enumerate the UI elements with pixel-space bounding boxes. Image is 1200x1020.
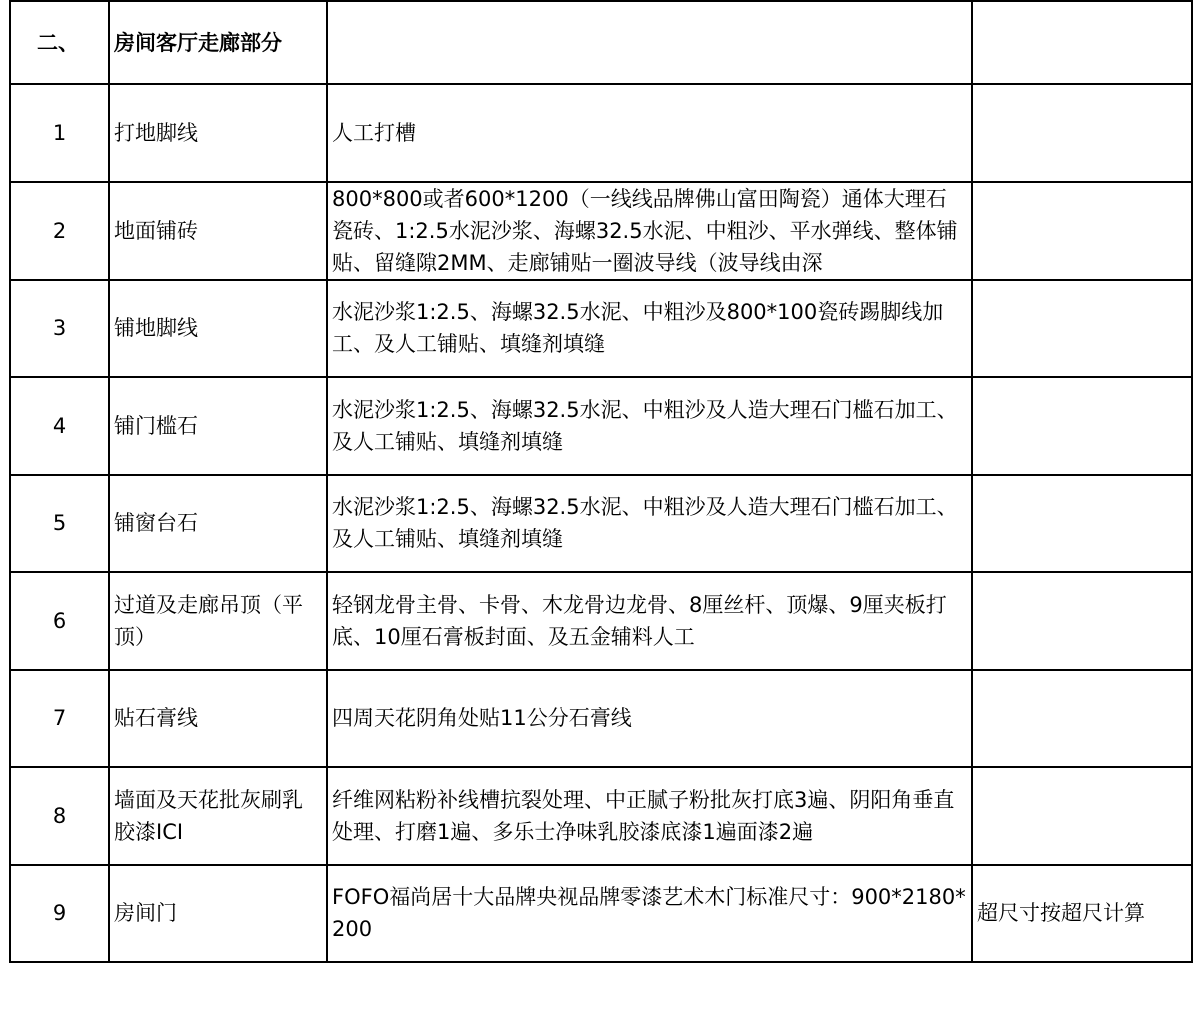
row-item: 墙面及天花批灰刷乳胶漆ICI	[109, 767, 327, 865]
row-item: 铺门槛石	[109, 377, 327, 475]
row-item: 过道及走廊吊顶（平顶）	[109, 572, 327, 670]
row-number: 6	[10, 572, 109, 670]
row-item: 铺窗台石	[109, 475, 327, 573]
table-row	[10, 377, 1192, 475]
row-detail: 水泥沙浆1:2.5、海螺32.5水泥、中粗沙及人造大理石门槛石加工、及人工铺贴、填缝剂填缝	[327, 377, 972, 475]
table-row	[10, 767, 1192, 865]
row-number: 2	[10, 182, 109, 280]
row-note: 超尺寸按超尺计算	[972, 865, 1192, 963]
section-number: 二、	[10, 1, 109, 84]
row-note	[972, 767, 1192, 865]
row-detail: 轻钢龙骨主骨、卡骨、木龙骨边龙骨、8厘丝杆、顶爆、9厘夹板打底、10厘石膏板封面、及五金辅料人工	[327, 572, 972, 670]
row-detail: FOFO福尚居十大品牌央视品牌零漆艺术木门标准尺寸：900*2180*200	[327, 865, 972, 963]
row-detail: 人工打槽	[327, 84, 972, 182]
row-number: 7	[10, 670, 109, 768]
table-row	[10, 865, 1192, 963]
row-detail: 四周天花阴角处贴11公分石膏线	[327, 670, 972, 768]
row-item: 贴石膏线	[109, 670, 327, 768]
row-item: 房间门	[109, 865, 327, 963]
row-number: 8	[10, 767, 109, 865]
row-item: 铺地脚线	[109, 280, 327, 378]
section-detail	[327, 1, 972, 84]
row-item: 打地脚线	[109, 84, 327, 182]
row-detail: 纤维网粘粉补线槽抗裂处理、中正腻子粉批灰打底3遍、阴阳角垂直处理、打磨1遍、多乐士净味乳胶漆底漆1遍面漆2遍	[327, 767, 972, 865]
row-detail	[327, 182, 972, 280]
row-note	[972, 84, 1192, 182]
row-number: 5	[10, 475, 109, 573]
section-header-row	[10, 1, 1192, 84]
row-number: 1	[10, 84, 109, 182]
row-note	[972, 670, 1192, 768]
section-title: 房间客厅走廊部分	[109, 1, 327, 84]
table-row	[10, 475, 1192, 573]
section-note	[972, 1, 1192, 84]
row-detail: 水泥沙浆1:2.5、海螺32.5水泥、中粗沙及人造大理石门槛石加工、及人工铺贴、填缝剂填缝	[327, 475, 972, 573]
row-detail-text: 800*800或者600*1200（一线线品牌佛山富田陶瓷）通体大理石瓷砖、1:2.5水泥沙浆、海螺32.5水泥、中粗沙、平水弹线、整体铺贴、留缝隙2MM、走廊铺贴一圈波导线（波导线由深	[332, 186, 958, 275]
row-number: 9	[10, 865, 109, 963]
row-note	[972, 572, 1192, 670]
row-number: 4	[10, 377, 109, 475]
row-note	[972, 475, 1192, 573]
row-number: 3	[10, 280, 109, 378]
row-note	[972, 280, 1192, 378]
quotation-table	[9, 0, 1193, 963]
table-row	[10, 280, 1192, 378]
row-item: 地面铺砖	[109, 182, 327, 280]
row-detail: 水泥沙浆1:2.5、海螺32.5水泥、中粗沙及800*100瓷砖踢脚线加工、及人工铺贴、填缝剂填缝	[327, 280, 972, 378]
table-row	[10, 670, 1192, 768]
table-row	[10, 182, 1192, 280]
table-row	[10, 572, 1192, 670]
table-row	[10, 84, 1192, 182]
row-note	[972, 182, 1192, 280]
row-note	[972, 377, 1192, 475]
